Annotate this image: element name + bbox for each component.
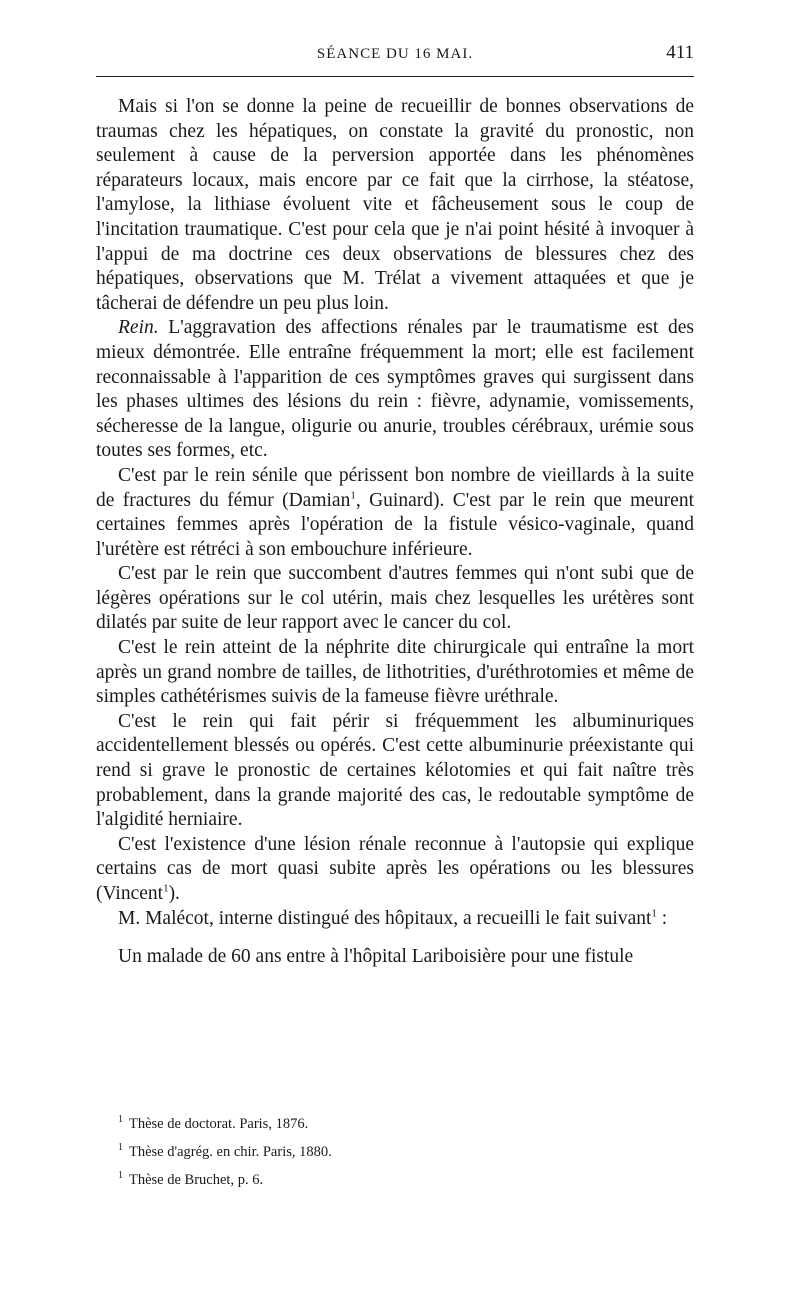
section-lead: Rein.	[118, 317, 159, 339]
paragraph-text: :	[656, 907, 668, 929]
footnote-ref: 1	[651, 907, 657, 920]
footnote-text: Thèse d'agrég. en chir. Paris, 1880.	[129, 1143, 332, 1160]
paragraph-text: M. Malécot, interne distingué des hôpitaux, a recueilli le fait suivant	[118, 907, 652, 929]
paragraph	[96, 945, 694, 970]
footnote	[118, 1108, 694, 1136]
page-number: 411	[666, 42, 694, 63]
paragraph-text: Un malade de 60 ans entre à l'hôpital Lariboisière pour une fistule	[118, 946, 634, 968]
paragraph	[96, 833, 694, 907]
paragraph-text: Mais si l'on se donne la peine de recueillir de bonnes observations de traumas chez les hépatiques, on constate la gravité du pronostic, non seulement à cause de la perversion apportée dans les phénomènes réparateurs locaux, mais encore par ce fait que la cirrhose, la stéatose, l'amylose, la lithiase évoluent vite et fâcheusement sous le coup de l'incitation traumatique. C'est pour cela que je n'ai point hésité à invoquer à l'appui de ma doctrine ces deux observations de blessures chez des hépatiques, observations que M. Trélat a vivement attaquées et que je tâcherai de défendre un peu plus loin.	[96, 96, 694, 314]
paragraph	[96, 95, 694, 316]
paragraph	[96, 316, 694, 464]
footnotes	[118, 1108, 694, 1191]
header-rule	[96, 76, 694, 77]
paragraph-text: C'est le rein atteint de la néphrite dite chirurgicale qui entraîne la mort après un grand nombre de tailles, de lithotrities, d'uréthrotomies et même de simples cathétérismes suivis de la fameuse fièvre uréthrale.	[96, 637, 694, 708]
paragraph	[96, 710, 694, 833]
footnote	[118, 1164, 694, 1192]
paragraph-text: ).	[168, 883, 180, 904]
paragraph-text: C'est le rein qui fait périr si fréquemment les albuminuriques accidentellement blessés ou opérés. C'est cette albuminurie préexistante qui rend si grave le pronostic de certaines kélotomies et qui fait naître très probablement, dans la grande majorité des cas, le redoutable symptôme de l'algidité herniaire.	[96, 710, 694, 831]
footnote	[118, 1136, 694, 1164]
paragraph	[96, 636, 694, 710]
footnote-mark: 1	[118, 1114, 123, 1125]
footnote-text: Thèse de Bruchet, p. 6.	[129, 1171, 264, 1188]
running-head	[96, 40, 694, 70]
footnote-text: Thèse de doctorat. Paris, 1876.	[129, 1115, 309, 1132]
paragraph-text: C'est par le rein que succombent d'autres femmes qui n'ont subi que de légères opérations sur le col utérin, mais chez lesquelles les urétères sont dilatés par suite de leur rapport avec le cancer du col.	[96, 563, 694, 634]
running-title: SÉANCE DU 16 MAI.	[316, 46, 474, 62]
footnote-ref: 1	[350, 489, 356, 501]
footnote-mark: 1	[118, 1169, 123, 1181]
paragraph-text: C'est l'existence d'une lésion rénale reconnue à l'autopsie qui explique certains cas de mort quasi subite après les opérations ou les blessures (Vincent	[96, 833, 694, 904]
footnote-mark: 1	[118, 1141, 123, 1153]
paragraph-text: C'est par le rein sénile que périssent bon nombre de vieillards à la suite de fractures du fémur (Damian	[96, 464, 694, 511]
body-text	[96, 95, 694, 970]
paragraph	[96, 562, 694, 636]
paragraph-text: , Guinard). C'est par le rein que meurent certaines femmes après l'opération de la fistule vésico-vaginale, quand l'urétère est rétréci à son embouchure inférieure.	[96, 489, 694, 560]
paragraph-text: L'aggravation des affections rénales par le traumatisme est des mieux démontrée. Elle entraîne fréquemment la mort; elle est facilement reconnaissable à l'apparition de ces symptômes graves qui surgissent dans les phases ultimes des lésions du rein : fièvre, adynamie, vomissements, sécheresse de la langue, oligurie ou anurie, troubles cérébraux, urémie sous toutes ses formes, etc.	[96, 317, 694, 462]
paragraph	[96, 907, 694, 932]
paragraph	[96, 464, 694, 562]
footnote-ref: 1	[163, 882, 169, 895]
